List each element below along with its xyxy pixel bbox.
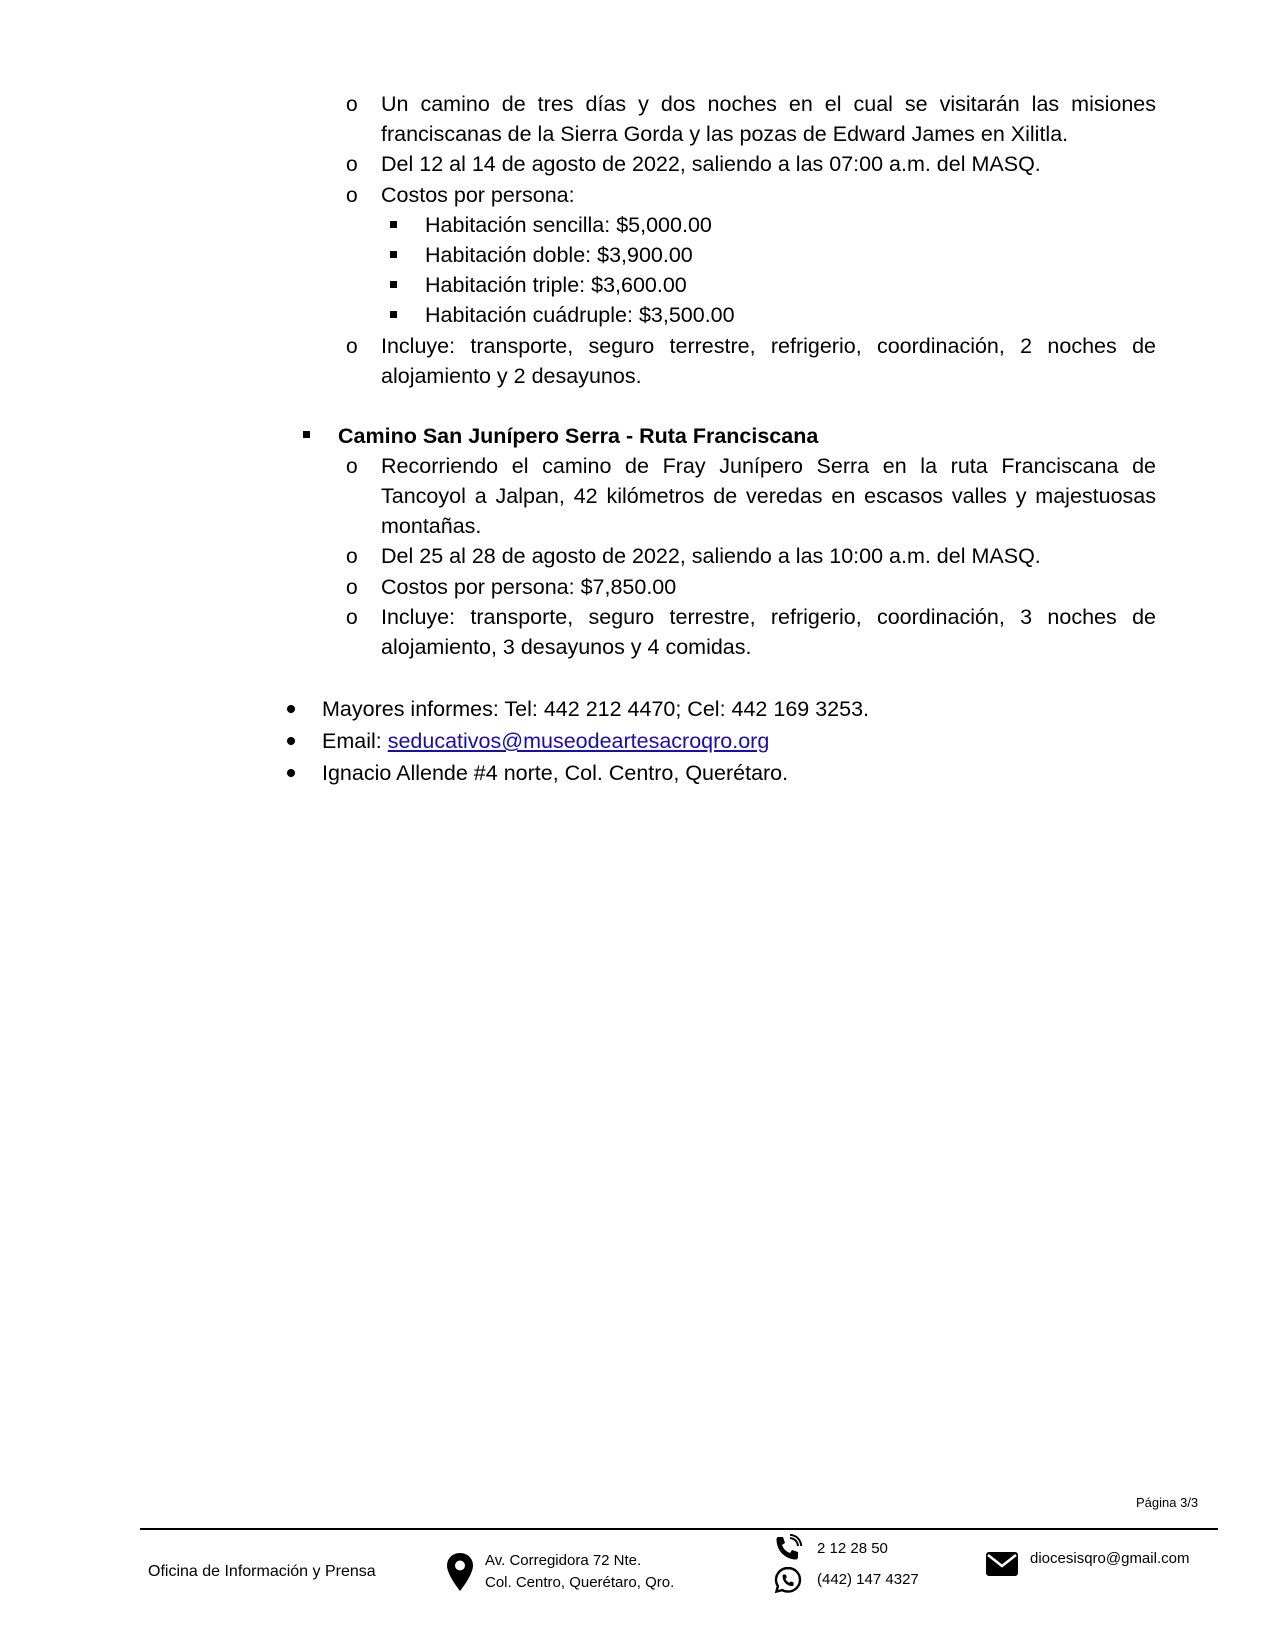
trip2-dates: Del 25 al 28 de agosto de 2022, saliendo a las 10:00 a.m. del MASQ. <box>381 544 1041 568</box>
trip2-costs: Costos por persona: $7,850.00 <box>381 575 677 599</box>
circle-bullet-icon: o <box>346 576 358 599</box>
trip1-desc-line2: franciscanas de la Sierra Gorda y las pozas de Edward James en Xilitla. <box>381 122 1069 146</box>
whatsapp-icon <box>773 1565 803 1595</box>
trip1-desc-line1: Un camino de tres días y dos noches en el cual se visitarán las misiones <box>381 92 1156 116</box>
trip1-room-triple: Habitación triple: $3,600.00 <box>425 273 687 297</box>
trip1-dates: Del 12 al 14 de agosto de 2022, saliendo a las 07:00 a.m. del MASQ. <box>381 152 1041 176</box>
bullet-icon <box>287 769 295 777</box>
page-number: Página 3/3 <box>1136 1495 1199 1510</box>
bullet-icon <box>287 737 295 745</box>
bullet-icon <box>287 705 295 713</box>
trip2-includes-line2: alojamiento, 3 desayunos y 4 comidas. <box>381 635 752 659</box>
footer-address-line1: Av. Corregidora 72 Nte. <box>485 1552 642 1569</box>
trip2-desc-line1: Recorriendo el camino de Fray Junípero Serra en la ruta Franciscana de <box>381 454 1156 478</box>
trip2-desc-line3: montañas. <box>381 514 482 538</box>
trip1-includes-line2: alojamiento y 2 desayunos. <box>381 364 642 388</box>
trip2-title: Camino San Junípero Serra - Ruta Franciscana <box>338 424 819 448</box>
square-bullet-icon <box>390 281 397 288</box>
circle-bullet-icon: o <box>346 93 358 116</box>
trip1-costs-label: Costos por persona: <box>381 183 575 207</box>
contact-info: Mayores informes: Tel: 442 212 4470; Cel: 442 169 3253. <box>322 697 870 721</box>
contact-email-line <box>322 726 769 756</box>
circle-bullet-icon: o <box>346 153 358 176</box>
circle-bullet-icon: o <box>346 184 358 207</box>
footer-address-line2: Col. Centro, Querétaro, Qro. <box>485 1574 675 1591</box>
circle-bullet-icon: o <box>346 545 358 568</box>
email-link[interactable]: seducativos@museodeartesacroqro.org <box>387 729 770 753</box>
trip1-includes-line1: Incluye: transporte, seguro terrestre, refrigerio, coordinación, 2 noches de <box>381 334 1156 358</box>
trip1-room-cuadruple: Habitación cuádruple: $3,500.00 <box>425 303 735 327</box>
location-pin-icon <box>446 1552 474 1592</box>
footer-divider <box>140 1528 1218 1530</box>
square-bullet-icon <box>303 431 310 438</box>
footer-email[interactable]: diocesisqro@gmail.com <box>1030 1550 1190 1567</box>
square-bullet-icon <box>390 251 397 258</box>
square-bullet-icon <box>390 311 397 318</box>
contact-address: Ignacio Allende #4 norte, Col. Centro, Querétaro. <box>322 761 789 785</box>
footer-whatsapp: (442) 147 4327 <box>817 1571 919 1588</box>
trip1-room-sencilla: Habitación sencilla: $5,000.00 <box>425 213 712 237</box>
phone-icon <box>773 1534 803 1562</box>
circle-bullet-icon: o <box>346 455 358 478</box>
trip1-room-doble: Habitación doble: $3,900.00 <box>425 243 693 267</box>
circle-bullet-icon: o <box>346 606 358 629</box>
email-label: Email: <box>322 729 388 753</box>
circle-bullet-icon: o <box>346 335 358 358</box>
footer-phone: 2 12 28 50 <box>817 1540 888 1557</box>
footer-office: Oficina de Información y Prensa <box>148 1563 376 1580</box>
mail-icon <box>985 1551 1019 1577</box>
trip2-desc-line2: Tancoyol a Jalpan, 42 kilómetros de veredas en escasos valles y majestuosas <box>381 484 1156 508</box>
trip2-includes-line1: Incluye: transporte, seguro terrestre, refrigerio, coordinación, 3 noches de <box>381 605 1156 629</box>
square-bullet-icon <box>390 221 397 228</box>
